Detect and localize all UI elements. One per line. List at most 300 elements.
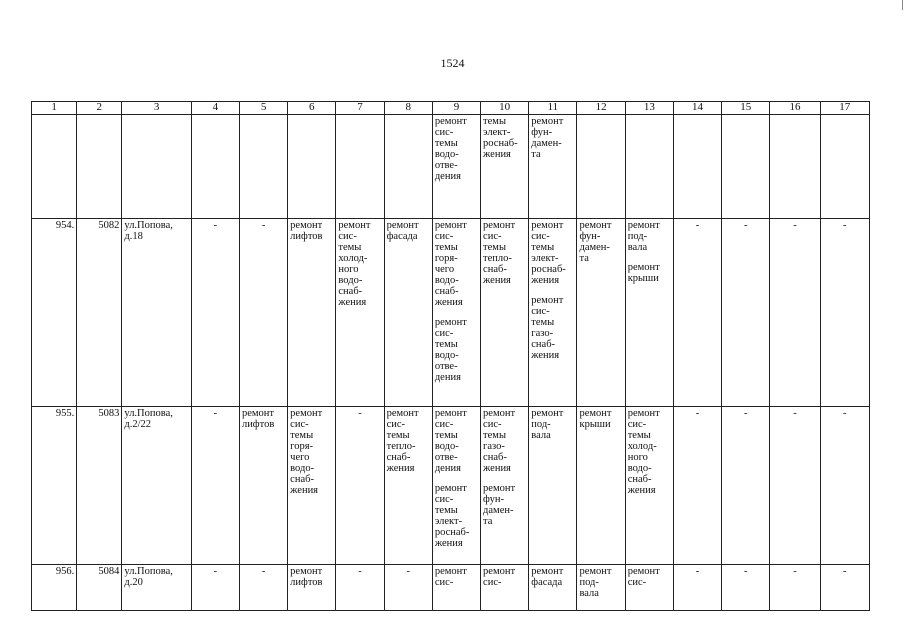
work-text-line: сис- [483, 419, 502, 430]
work-text-line: дамен- [579, 242, 610, 253]
work-text-line: ремонт [531, 295, 564, 306]
work-item [483, 116, 526, 160]
work-text-line: отве- [434, 361, 458, 372]
work-item [242, 220, 285, 231]
work-item [724, 566, 767, 577]
work-item [531, 295, 574, 361]
work-cell [432, 219, 480, 407]
work-cell [577, 407, 625, 565]
address-line: ул.Попова, [124, 220, 173, 231]
work-text-line: тепло- [483, 253, 512, 264]
work-item [290, 220, 333, 242]
work-item [531, 220, 574, 286]
work-cell [820, 219, 869, 407]
table-row [32, 407, 870, 565]
work-text-line: сис- [483, 577, 502, 588]
column-header: 10 [481, 102, 529, 115]
work-item [242, 408, 285, 430]
work-text-line: ремонт [483, 408, 516, 419]
work-item [724, 408, 767, 419]
work-text-line: ремонт [531, 566, 564, 577]
work-text-line: сис- [386, 419, 406, 430]
work-text-line: элект- [434, 516, 463, 527]
work-text-line: чего [290, 452, 310, 463]
work-text-line: ремонт [531, 116, 564, 127]
work-text-line: газо- [531, 328, 554, 339]
work-text-line: ремонт [338, 220, 371, 231]
work-text-line: водо- [434, 149, 459, 160]
work-text-line: дамен- [483, 505, 514, 516]
work-cell [625, 115, 673, 219]
column-number-row [32, 102, 870, 115]
row-number-cell: 956. [32, 565, 77, 611]
column-header: 7 [336, 102, 384, 115]
column-header: 16 [770, 102, 820, 115]
work-item [435, 317, 478, 383]
work-item [628, 262, 671, 284]
work-text-line: - [843, 408, 847, 419]
work-text-line: роснаб- [434, 527, 470, 538]
work-text-line: ремонт [434, 566, 467, 577]
address-cell [122, 115, 191, 219]
work-text-line: ремонт [386, 408, 419, 419]
work-text-line: фасада [531, 577, 563, 588]
work-text-line: дения [434, 171, 461, 182]
address-cell [122, 219, 191, 407]
column-header: 6 [288, 102, 336, 115]
work-text-line: крыши [579, 419, 611, 430]
work-item [483, 408, 526, 474]
work-text-line: дения [434, 463, 461, 474]
work-text-line: жения [434, 538, 463, 549]
work-item [531, 566, 574, 588]
work-cell [432, 407, 480, 565]
work-text-line: - [744, 220, 748, 231]
work-item [579, 220, 622, 264]
address-cell [122, 407, 191, 565]
work-text-line: ремонт [531, 220, 564, 231]
work-cell [625, 219, 673, 407]
address-line: ул.Попова, [124, 566, 173, 577]
table-row [32, 219, 870, 407]
work-item [435, 220, 478, 308]
work-text-line: крыши [627, 273, 659, 284]
work-cell [384, 115, 432, 219]
column-header: 9 [432, 102, 480, 115]
work-cell [481, 219, 529, 407]
work-text-line: отве- [434, 160, 458, 171]
work-cell [722, 115, 770, 219]
work-text-line: сис- [338, 231, 357, 242]
work-text-line: ремонт [483, 566, 516, 577]
work-cell [625, 407, 673, 565]
work-cell [722, 407, 770, 565]
work-text-line: холод- [338, 253, 368, 264]
work-text-line: темы [338, 242, 362, 253]
work-cell [481, 407, 529, 565]
work-text-line: темы [531, 242, 555, 253]
row-number-cell: 955. [32, 407, 77, 565]
work-text-line: жения [434, 297, 463, 308]
work-text-line: жения [483, 275, 511, 286]
work-cell [770, 565, 820, 611]
work-text-line: жения [531, 275, 560, 286]
work-text-line: - [261, 220, 266, 231]
work-text-line: ремонт [434, 220, 467, 231]
work-text-line: лифтов [290, 231, 323, 242]
work-item [772, 566, 817, 577]
work-text-line: ремонт [531, 408, 564, 419]
address-line: ул.Попова, [124, 408, 173, 419]
work-item [338, 408, 381, 419]
address-line: д.2/22 [124, 419, 152, 430]
work-text-line: под- [627, 231, 648, 242]
work-item [435, 483, 478, 549]
work-text-line: - [793, 408, 797, 419]
work-item [579, 566, 622, 599]
work-cell [336, 407, 384, 565]
work-text-line: под- [579, 577, 599, 588]
work-text-line: дамен- [531, 138, 562, 149]
work-item [435, 116, 478, 182]
work-item [628, 220, 671, 253]
work-cell [820, 565, 869, 611]
work-text-line: ремонт [483, 483, 516, 494]
work-item [531, 408, 574, 441]
work-text-line: вала [579, 588, 599, 599]
work-text-line: сис- [627, 419, 647, 430]
work-text-line: та [483, 516, 493, 527]
work-item [242, 566, 285, 577]
work-text-line: сис- [434, 231, 454, 242]
work-item [676, 566, 719, 577]
work-item [435, 566, 478, 588]
work-text-line: темы [531, 317, 555, 328]
work-text-line: та [579, 253, 589, 264]
work-text-line: водо- [434, 275, 459, 286]
work-cell [673, 565, 721, 611]
work-text-line: ремонт [627, 566, 660, 577]
work-text-line: фун- [579, 231, 601, 242]
work-cell [770, 115, 820, 219]
work-text-line: ремонт [290, 408, 323, 419]
column-header: 2 [77, 102, 122, 115]
work-text-line: фун- [531, 127, 553, 138]
work-cell [191, 219, 239, 407]
work-cell [673, 219, 721, 407]
work-text-line: - [695, 220, 700, 231]
work-text-line: водо- [434, 441, 459, 452]
work-text-line: горя- [434, 253, 458, 264]
repair-register-table [31, 101, 870, 611]
work-text-line: темы [483, 116, 506, 127]
work-text-line: ремонт [434, 116, 467, 127]
work-text-line: снаб- [627, 474, 652, 485]
work-text-line: ремонт [627, 220, 660, 231]
work-cell [384, 219, 432, 407]
work-text-line: жения [386, 463, 415, 474]
work-cell [239, 565, 287, 611]
work-text-line: лифтов [290, 577, 323, 588]
work-text-line: темы [483, 430, 506, 441]
work-text-line: снаб- [434, 286, 459, 297]
work-cell [820, 407, 869, 565]
address-cell [122, 565, 191, 611]
work-cell [673, 115, 721, 219]
work-text-line: дения [434, 372, 461, 383]
work-text-line: - [358, 566, 362, 577]
work-cell [577, 219, 625, 407]
work-cell [384, 565, 432, 611]
work-text-line: - [695, 566, 700, 577]
work-text-line: роснаб- [531, 264, 566, 275]
work-text-line: фун- [483, 494, 504, 505]
work-text-line: - [261, 566, 266, 577]
column-header: 15 [722, 102, 770, 115]
work-cell [770, 407, 820, 565]
column-header: 8 [384, 102, 432, 115]
work-text-line: под- [531, 419, 551, 430]
work-cell [770, 219, 820, 407]
work-item [823, 220, 867, 231]
work-cell [481, 115, 529, 219]
work-text-line: фасада [386, 231, 418, 242]
work-text-line: снаб- [483, 264, 507, 275]
work-text-line: ремонт [579, 220, 612, 231]
work-text-line: сис- [434, 577, 454, 588]
work-cell [432, 565, 480, 611]
work-cell [288, 115, 336, 219]
work-text-line: ного [627, 452, 648, 463]
work-item [628, 408, 671, 496]
work-item [676, 220, 719, 231]
work-cell [820, 115, 869, 219]
work-item [338, 566, 381, 577]
work-cell [577, 115, 625, 219]
work-text-line: ного [338, 264, 359, 275]
work-text-line: газо- [483, 441, 505, 452]
work-cell [239, 219, 287, 407]
work-text-line: ремонт [483, 220, 516, 231]
building-code-cell [77, 115, 122, 219]
work-cell [191, 115, 239, 219]
work-text-line: темы [386, 430, 410, 441]
page-number: 1524 [440, 56, 465, 70]
data-rows [32, 115, 870, 611]
work-text-line: водо- [338, 275, 363, 286]
column-header: 1 [32, 102, 77, 115]
work-cell [673, 407, 721, 565]
work-cell [529, 115, 577, 219]
row-number-cell: 954. [32, 219, 77, 407]
work-text-line: та [531, 149, 541, 160]
work-text-line: сис- [434, 328, 454, 339]
work-cell [336, 219, 384, 407]
work-text-line: жения [627, 485, 656, 496]
work-text-line: темы [290, 430, 314, 441]
work-text-line: ремонт [290, 566, 323, 577]
work-text-line: горя- [290, 441, 314, 452]
work-cell [239, 407, 287, 565]
work-text-line: - [358, 408, 362, 419]
work-item [628, 566, 671, 588]
work-text-line: снаб- [386, 452, 411, 463]
work-item [194, 408, 237, 419]
work-text-line: ремонт [434, 408, 467, 419]
column-header: 12 [577, 102, 625, 115]
work-text-line: лифтов [241, 419, 275, 430]
work-item [290, 408, 333, 496]
work-item [435, 408, 478, 474]
work-text-line: водо- [434, 350, 459, 361]
work-item [724, 220, 767, 231]
work-text-line: ремонт [579, 566, 612, 577]
work-item [772, 408, 817, 419]
work-item [387, 220, 430, 242]
work-cell [625, 565, 673, 611]
column-header: 11 [529, 102, 577, 115]
table-row [32, 565, 870, 611]
work-text-line: сис- [531, 306, 550, 317]
work-cell [288, 565, 336, 611]
work-text-line: жения [483, 463, 511, 474]
work-text-line: темы [434, 138, 458, 149]
building-code-cell: 5084 [77, 565, 122, 611]
work-text-line: ремонт [627, 408, 660, 419]
work-text-line: темы [434, 242, 458, 253]
table-row [32, 115, 870, 219]
work-text-line: - [744, 408, 748, 419]
work-item [194, 220, 237, 231]
work-text-line: вала [531, 430, 551, 441]
work-text-line: ремонт [241, 408, 274, 419]
work-text-line: ремонт [434, 483, 467, 494]
work-text-line: ремонт [434, 317, 467, 328]
work-text-line: элект- [531, 253, 559, 264]
column-header: 17 [820, 102, 869, 115]
work-item [823, 408, 867, 419]
building-code-cell: 5082 [77, 219, 122, 407]
work-text-line: - [793, 220, 797, 231]
work-text-line: сис- [290, 419, 309, 430]
column-header: 14 [673, 102, 721, 115]
work-cell [481, 565, 529, 611]
work-text-line: жения [483, 149, 511, 160]
column-header: 3 [122, 102, 191, 115]
work-text-line: темы [627, 430, 651, 441]
work-text-line: - [793, 566, 797, 577]
work-text-line: снаб- [483, 452, 507, 463]
work-text-line: сис- [434, 419, 454, 430]
row-number-cell [32, 115, 77, 219]
work-cell [529, 565, 577, 611]
work-text-line: сис- [531, 231, 550, 242]
work-cell [336, 565, 384, 611]
work-item [387, 566, 430, 577]
work-text-line: снаб- [290, 474, 314, 485]
work-text-line: жения [290, 485, 319, 496]
work-cell [529, 219, 577, 407]
work-text-line: - [695, 408, 700, 419]
address-line: д.18 [124, 231, 143, 242]
work-text-line: - [744, 566, 748, 577]
work-item [483, 483, 526, 527]
work-cell [384, 407, 432, 565]
work-text-line: водо- [627, 463, 652, 474]
work-text-line: тепло- [386, 441, 416, 452]
work-cell [239, 115, 287, 219]
work-item [483, 220, 526, 286]
work-text-line: чего [434, 264, 455, 275]
work-item [579, 408, 622, 430]
work-text-line: водо- [290, 463, 315, 474]
work-text-line: - [213, 408, 218, 419]
work-item [290, 566, 333, 588]
work-item [338, 220, 381, 308]
work-text-line: холод- [627, 441, 657, 452]
work-cell [288, 219, 336, 407]
work-cell [288, 407, 336, 565]
work-text-line: снаб- [338, 286, 363, 297]
work-cell [432, 115, 480, 219]
work-text-line: - [213, 566, 218, 577]
work-text-line: снаб- [531, 339, 556, 350]
work-text-line: ремонт [627, 262, 660, 273]
work-text-line: темы [434, 505, 458, 516]
work-item [676, 408, 719, 419]
address-line: д.20 [124, 577, 143, 588]
work-text-line: сис- [434, 127, 454, 138]
work-text-line: темы [434, 430, 458, 441]
work-text-line: - [406, 566, 410, 577]
work-text-line: ремонт [290, 220, 323, 231]
work-text-line: темы [483, 242, 506, 253]
work-text-line: жения [338, 297, 367, 308]
work-item [823, 566, 867, 577]
work-text-line: - [843, 220, 847, 231]
work-cell [191, 565, 239, 611]
work-cell [722, 219, 770, 407]
work-text-line: сис- [483, 231, 502, 242]
work-cell [722, 565, 770, 611]
work-item [194, 566, 237, 577]
work-cell [336, 115, 384, 219]
column-header: 4 [191, 102, 239, 115]
work-text-line: отве- [434, 452, 458, 463]
work-text-line: ремонт [386, 220, 419, 231]
work-item [772, 220, 817, 231]
work-text-line: жения [531, 350, 560, 361]
work-text-line: сис- [434, 494, 454, 505]
work-text-line: ремонт [579, 408, 612, 419]
work-text-line: роснаб- [483, 138, 518, 149]
work-cell [577, 565, 625, 611]
work-text-line: сис- [627, 577, 647, 588]
column-header: 13 [625, 102, 673, 115]
work-text-line: - [213, 220, 218, 231]
work-text-line: - [843, 566, 847, 577]
work-text-line: вала [627, 242, 648, 253]
building-code-cell: 5083 [77, 407, 122, 565]
work-text-line: темы [434, 339, 458, 350]
work-cell [191, 407, 239, 565]
work-cell [529, 407, 577, 565]
work-item [531, 116, 574, 160]
corner-mark [902, 0, 903, 10]
work-text-line: элект- [483, 127, 511, 138]
work-item [387, 408, 430, 474]
work-item [483, 566, 526, 588]
